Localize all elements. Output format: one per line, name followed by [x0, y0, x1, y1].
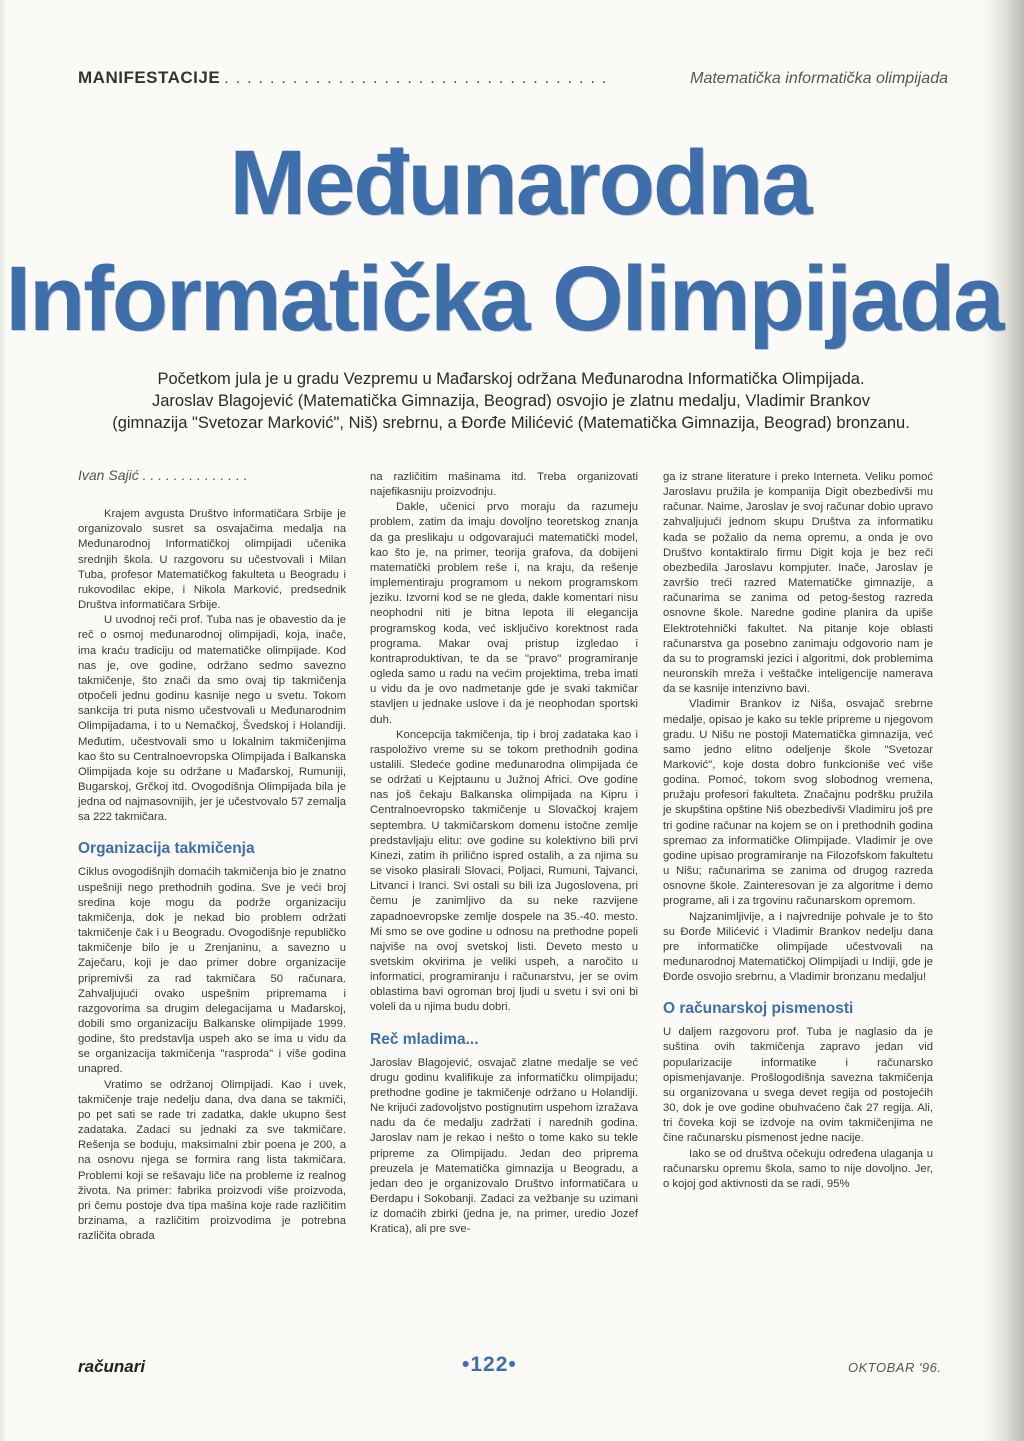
header-leader-dots: .................................. — [224, 70, 614, 87]
lead-line: (gimnazija "Svetozar Marković", Niš) srebrnu, a Đorđe Milićević (Matematička Gimnazija, Beograd) bronzanu. — [112, 414, 910, 432]
paragraph: na različitim mašinama itd. Treba organizovati najefikasniju proizvodnju. — [370, 471, 638, 499]
byline — [78, 468, 346, 483]
subheading: Reč mladima... — [370, 1030, 479, 1048]
article-title-line-1: Međunarodna — [229, 132, 811, 234]
byline-dots: . . . . . . . . . . . . . . — [138, 468, 248, 483]
magazine-name: računari — [78, 1357, 146, 1376]
paragraph: U uvodnoj reči prof. Tuba nas je obavestio da je reč o osmoj međunarodnoj olimpijadi, koja, inače, ima kraću tradiciju od matematičke olimpijade. Kod nas je, ove godine, održano sedmo savezno takmičenje, što znači da smo ovaj tip takmičenja otpočeli jednu godinu kasnije nego u svetu. Tokom sankcija tri puta nismo učestvovali u Međunarodnim Olimpijadama, i to u Nemačkoj, Švedskoj i Holandiji. Međutim, učestvovali smo u lokalnim takmičenjima kao što su Centralnoevropska Olimpijada i Balkanska Olimpijada koje su održane u Mađarskoj, Rumuniji, Bugarskoj, Grčkoj itd. Ovogodišnja Olimpijada bila je jedna od najmasovnijih, jer je učestvovalo 57 zemalja sa 222 takmičara. — [78, 614, 346, 824]
paragraph: Dakle, učenici prvo moraju da razumeju problem, zatim da imaju dovoljno teoretskog znanja da ga preslikaju u odgovarajući matematički model, kao što je, na primer, teorija grafova, da dobijeni matematički problem reše i, na kraju, da rešenje implementiraju programom u nekom programskom jeziku. Izvorni kod se ne gleda, dakle komentari nisu neophodni niti je bitna lepota ili elegancija programskog koda, već isključivo korektnost rada programa. Makar ovaj pristup izgledao i kontraproduktivan, te da se "pravo" programiranje ogleda samo u radu na većim projektima, treba imati u vidu da je ovo nadmetanje gde je svaki takmičar stavljen u jednake uslove i da je neophodan sportski duh. — [370, 501, 638, 726]
paragraph: Jaroslav Blagojević, osvajač zlatne medalje se već drugu godinu kvalifikuje za informatičku olimpijadu; prethodne godine je takmičenje održano u Holandiji. Ne krijući zadovoljstvo postignutim uspehom izražava nadu da će medalju zadržati i narednih godina. Jaroslav nam je rekao i nešto o tome kako su tekle pripreme za Olimpijadu. Jedan deo priprema preuzela je Matematička gimnazija u Beogradu, a jedan deo je organizovalo Društvo informatičara u Đerdapu i Sokobanji. Zadaci za vežbanje su uzimani iz domaćih zbirki (jedna je, na primer, uredio Jozef Kratica), ali pre sve- — [370, 1056, 638, 1236]
subheading: Organizacija takmičenja — [78, 840, 255, 858]
paragraph: Vladimir Brankov iz Niša, osvajač srebrne medalje, opisao je kako su tekle pripreme u njegovom gradu. U Nišu ne postoji Matematička gimnazija, već samo jedno elitno odeljenje škole "Svetozar Marković", koje dosta dobro funkcioniše već više godina. Pomoć, tokom svog slobodnog vremena, pružaju profesori fakulteta. Značajnu podršku pružila je skupština opštine Niš obezbedivši Vladimiru još pre tri godine računar na kojem se on i prethodnih godina spremao za informatičke Olimpijade. Vladimir je ove godine upisao programiranje na Filozofskom fakultetu u Nišu; računarima se zanima od drugog razreda osnovne škole. Zainteresovan je za algoritme i demo programe, ali i za trgovinu računarskom opremom. — [663, 698, 933, 908]
paragraph: ga iz strane literature i preko Interneta. Veliku pomoć Jaroslavu pružila je kompanija Digit obezbedivši mu računar. Naime, Jaroslav je svoj računar dobio upravo zahvaljujući jednom skupu Društva za informatiku kada se požalio da nema opremu, a onda je ovo Društvo kontaktiralo firmu Digit koja je bez reči obezbedila Jaroslavu kompjuter. Inače, Jaroslav je završio treći razred Matematičke gimnazije, a računarima se zanima od petog-šestog razreda osnovne škole. Naredne godine planira da upiše Elektrotehnički fakultet. Na pitanje koje oblasti računarstva ga posebno zanimaju odgovorio nam je da su to programski jezici i algoritmi, dok problemima neuronskih mreža i veštačke inteligencije namerava da se kasnije intenzivno bavi. — [663, 471, 934, 696]
article-lead — [86, 368, 936, 434]
paragraph: Vratimo se održanoj Olimpijadi. Kao i uvek, takmičenje traje nedelju dana, dva dana se takmiči, po pet sati se rade tri zadatka, dakle ukupno šest zadataka. Zadaci su jednaki za sve takmičare. Rešenja se boduju, maksimalni zbir poena je 200, a na osnovu njega se formira rang lista takmičara. Problemi koji se rešavaju liče na probleme iz realnog života. Na primer: fabrika proizvodi više proizvoda, pri čemu postoje dva tipa mašina koje rade različitim brzinama, a različitim proizvodima je potrebna različita obrada — [78, 1078, 346, 1243]
column-2 — [370, 470, 638, 1238]
column-1 — [78, 468, 346, 1244]
author-name: Ivan Sajić — [78, 468, 139, 483]
issue-date: OKTOBAR '96. — [848, 1360, 942, 1375]
paragraph: Krajem avgusta Društvo informatičara Srbije je organizovalo susret sa osvajačima medalja na Međunarodnoj Informatičkoj olimpijadi učenika srednjih škola. U razgovoru su učestvovali i Milan Tuba, profesor Matematičkog fakulteta u Beogradu i rukovodilac ekipe, i Nikola Marković, predsednik Društva informatičara Srbije. — [78, 508, 346, 612]
page-number: •122• — [462, 1353, 517, 1376]
paragraph: Koncepcija takmičenja, tip i broj zadataka kao i raspoloživo vreme su se tokom prethodnih godina ustalili. Sledeće godine međunarodna olimpijada će se održati u Kejptaunu u Južnoj Africi. Ove godine nas još čekaju Balkanska olimpijada na Kipru i Centralnoevropsko takmičenje u Slovačkoj krajem septembra. U takmičarskom domenu istočne zemlje predstavljaju elitu: ove godine su kolektivno bili prvi Kinezi, zatim ih prilično ispred ostalih, a za njima su se visoko plasirali Slovaci, Poljaci, Rumuni, Tajvanci, Litvanci i Iranci. Svi ostali su bili iza Jugoslovena, pri čemu je zanimljivo da su neke razvijene zapadnoevropske zemlje dospele na 35.-40. mesto. Mi smo se ove godine u odnosu na prethodne popeli najviše na ovoj svetskoj listi. Deveto mesto u svetskim okvirima je veliki uspeh, a naročito u informatici, programiranju i računarstvu, jer se ovim oblastima bavi ogroman broj ljudi u svetu i svi oni bi voleli da u njima budu dobri. — [370, 728, 638, 1014]
topic-label: Matematička informatička olimpijada — [690, 70, 948, 87]
paragraph: Ciklus ovogodišnjih domaćih takmičenja bio je znatno uspešniji nego prethodnih godina. Sve je veći broj sredina koje mogu da podrže organizaciju takmičenja, dok je nekad bio problem održati takmičenje čak i u Beogradu. Ovogodišnje republičko takmičenje bilo je u Zrenjaninu, a savezno u Zaječaru, koji je dao primer dobre organizacije pripremivši za rad takmičara 50 računara. Zahvaljujući ovako uspešnim pripremama i razgovorima sa drugim delegacijama u Mađarskoj, dobili smo organizaciju Balkanske olimpijade 1999. godine, što predstavlja uspeh ako se ima u vidu da se organizacija takmičenja "rasproda" i više godina unapred. — [78, 866, 346, 1076]
section-label: MANIFESTACIJE — [78, 68, 221, 87]
article-title-line-2: Informatička Olimpijada — [5, 248, 1003, 350]
column-3 — [663, 470, 933, 1192]
running-header — [78, 68, 948, 94]
lead-line: Početkom jula je u gradu Vezpremu u Mađarskoj održana Međunarodna Informatička Olimpijada. — [157, 370, 865, 388]
paragraph: U daljem razgovoru prof. Tuba je naglasio da je suština ovih takmičenja zapravo jedan vid popularizacije informatike i računarsko opismenjavanje. Prošlogodišnja savezna takmičenja su organizovana u svega devet regija od postojećih 30, dok je ove godine obuhvaćeno čak 27 regija. Ali, tri čoveka koji se izdvoje na ovim takmičenjima ne čine računarsku pismenost jedne nacije. — [663, 1026, 933, 1145]
lead-line: Jaroslav Blagojević (Matematička Gimnazija, Beograd) osvojio je zlatnu medalju, Vladimir Brankov — [151, 392, 871, 410]
paragraph: Najzanimljivije, a i najvrednije pohvale je to što su Đorđe Milićević i Vladimir Brankov nedelju dana pre informatičke olimpijade učestvovali na međunarodnoj Matematičkoj Olimpijadi u Indiji, gde je Đorđe osvojio srebrnu, a Vladimir bronzanu medalju! — [663, 910, 933, 984]
paragraph: Iako se od društva očekuju određena ulaganja u računarsku opremu škola, samo to nije dovoljno. Jer, o kojoj god aktivnosti da se radi, 95% — [663, 1147, 933, 1190]
subheading: O računarskoj pismenosti — [663, 1000, 854, 1018]
page-edge-left — [0, 0, 6, 1441]
